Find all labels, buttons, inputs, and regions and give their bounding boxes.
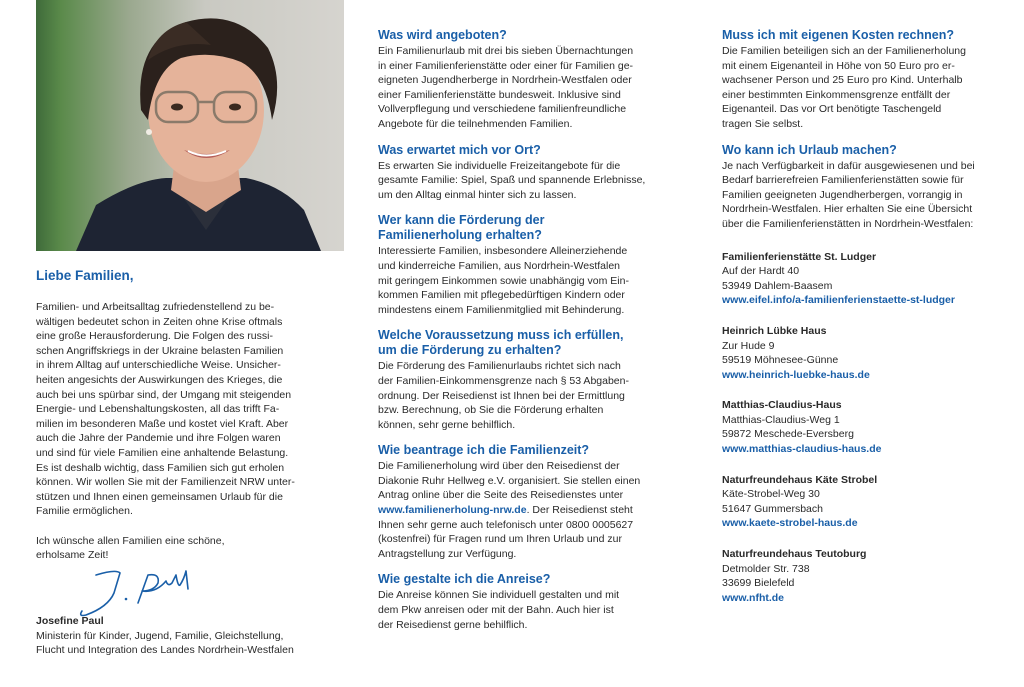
line: können. Wir wollen Sie mit der Familienzeit NRW unter- [36, 476, 295, 489]
line: Eigenanteil. Das vor Ort benötigte Taschengeld [722, 103, 942, 116]
faq-question [378, 328, 660, 358]
line: auch die Jahre der Pandemie und ihre Folgen waren [36, 432, 281, 445]
faq-question: Was erwartet mich vor Ort? [378, 142, 541, 157]
line: Vollverpflegung und verschiedene familienfreundliche [378, 103, 627, 116]
line: Familie ermöglichen. [36, 505, 133, 518]
address-link[interactable]: www.heinrich-luebke-haus.de [722, 368, 870, 381]
address-city: 51647 Gummersbach [722, 502, 823, 515]
line: in ihrem Alltag auf unterschiedliche Weise. Unsicher- [36, 359, 281, 372]
line: über die Familienferienstätten in Nordrhein-Westfalen: [722, 217, 974, 230]
line: Interessierte Familien, insbesondere Alleinerziehende [378, 245, 628, 258]
line: tragen Sie selbst. [722, 117, 804, 130]
line: mit einem Eigenanteil in Höhe von 50 Euro pro er- [722, 59, 955, 72]
faq-answer [378, 459, 660, 561]
line: einer bestimmten Einkommensgrenze entfällt der [722, 88, 951, 101]
line: kommen Familien mit pflegebedürftigen Kindern oder [378, 289, 625, 302]
faq-answer [722, 44, 992, 132]
address-city: 53949 Dahlem-Baasem [722, 279, 833, 292]
faq-question: Wie beantrage ich die Familienzeit? [378, 443, 590, 458]
line: und sind für viele Familien eine anhaltende Belastung. [36, 446, 289, 459]
line: Ein Familienurlaub mit drei bis sieben Übernachtungen [378, 45, 634, 57]
faq-answer [378, 159, 660, 203]
letter-paragraph-1 [36, 300, 326, 519]
address-street: Käte-Strobel-Weg 30 [722, 488, 820, 501]
line: Wer kann die Förderung der [378, 213, 545, 228]
line: (kostenfrei) für Fragen rund um Ihren Urlaub und zur [378, 533, 622, 546]
line: heiten angesichts der Auswirkungen des Krieges, die [36, 373, 283, 386]
portrait-photo [36, 0, 344, 251]
address-street: Detmolder Str. 738 [722, 562, 810, 575]
line: Antrag online über die Seite des Reisedienstes unter [378, 489, 624, 502]
faq-question [378, 213, 660, 243]
line: Ihnen sehr gerne auch telefonisch unter 0800 0005627 [378, 518, 634, 531]
address-list [722, 250, 992, 606]
familienerholung-link[interactable]: www.familienerholung-nrw.de [378, 504, 527, 517]
line: erholsame Zeit! [36, 549, 109, 562]
line: mindestens einem Familienmitglied mit Behinderung. [378, 303, 625, 316]
faq-item [722, 143, 992, 232]
address-street: Matthias-Claudius-Weg 1 [722, 413, 840, 426]
line: Es erwarten Sie individuelle Freizeitangebote für die [378, 159, 621, 172]
faq-question: Wie gestalte ich die Anreise? [378, 572, 551, 587]
letter-paragraph-2 [36, 534, 326, 563]
line: eine große Herausforderung. Die Folgen des russi- [36, 330, 273, 343]
faq-item [378, 28, 660, 132]
line: einer Familienferienstätte bundesweit. Inklusive sind [378, 88, 621, 101]
line: Je nach Verfügbarkeit in dafür ausgewiesenen und bei [722, 159, 975, 172]
address-city: 59519 Möhnesee-Günne [722, 354, 839, 367]
line: milien im besonderen Maße und kostet viel Kraft. Aber [36, 417, 289, 430]
signer-name: Josefine Paul [36, 615, 104, 628]
line: ordnung. Der Reisedienst ist Ihnen bei der Ermittlung [378, 389, 625, 402]
letter-body [36, 300, 326, 563]
line: wachsener Person und 25 Euro pro Kind. Unterhalb [722, 74, 963, 87]
line: Energie- und Lebenshaltungskosten, all das trifft Fa- [36, 403, 280, 416]
faq-item [378, 572, 660, 632]
line: und kinderreiche Familien, aus Nordrhein-Westfalen [378, 259, 621, 272]
faq-answer [378, 359, 660, 432]
faq-column-middle [378, 28, 660, 643]
address-street: Zur Hude 9 [722, 339, 775, 352]
letter-column [36, 268, 326, 658]
faq-question: Muss ich mit eigenen Kosten rechnen? [722, 28, 954, 42]
line: Nordrhein-Westfalen. Hier erhalten Sie eine Übersicht [722, 203, 973, 216]
address-street: Auf der Hardt 40 [722, 265, 800, 278]
address-name: Naturfreundehaus Käte Strobel [722, 473, 878, 486]
line: Bedarf barrierefreien Familienferienstätten sowie für [722, 174, 964, 187]
line: wältigen bedeutet schon in Zeiten ohne Krise oftmals [36, 315, 283, 328]
line: Welche Voraussetzung muss ich erfüllen, [378, 328, 624, 343]
address-name: Heinrich Lübke Haus [722, 324, 827, 337]
address-item [722, 398, 992, 456]
line: der Reisedienst gerne behilflich. [378, 618, 528, 631]
faq-item [378, 443, 660, 561]
faq-item [378, 328, 660, 432]
line: mit geringem Einkommen sowie unabhängig vom Ein- [378, 274, 629, 287]
faq-answer [378, 244, 660, 317]
address-city: 33699 Bielefeld [722, 577, 795, 590]
address-name: Matthias-Claudius-Haus [722, 399, 842, 412]
line: können, sehr gerne behilflich. [378, 418, 516, 431]
faq-answer [378, 44, 660, 132]
line: Familien geeigneten Jugendherbergen, vorrangig in [722, 188, 963, 201]
address-name: Familienferienstätte St. Ludger [722, 250, 877, 263]
portrait-illustration [36, 0, 344, 251]
letter-salutation: Liebe Familien, [36, 268, 134, 283]
address-link[interactable]: www.matthias-claudius-haus.de [722, 443, 882, 456]
line: Ich wünsche allen Familien eine schöne, [36, 534, 225, 547]
line: auch bei uns spürbar sind, der Umgang mit steigenden [36, 388, 292, 401]
line: um den Alltag einmal hinter sich zu lassen. [378, 188, 577, 201]
faq-item [378, 143, 660, 203]
address-item [722, 324, 992, 382]
address-name: Naturfreundehaus Teutoburg [722, 548, 867, 561]
line: Familien- und Arbeitsalltag zufriedenstellend zu be- [36, 301, 275, 313]
line: Die Anreise können Sie individuell gestalten und mit [378, 589, 620, 602]
address-item [722, 547, 992, 605]
line: der Familien-Einkommensgrenze nach § 53 Abgaben- [378, 374, 629, 387]
handwritten-signature [76, 563, 326, 613]
faq-question: Wo kann ich Urlaub machen? [722, 142, 897, 157]
line: Die Familienerholung wird über den Reisedienst der [378, 460, 620, 473]
address-link[interactable]: www.kaete-strobel-haus.de [722, 517, 858, 530]
address-item [722, 250, 992, 308]
line: Familienerholung erhalten? [378, 228, 542, 243]
address-link[interactable]: www.nfht.de [722, 591, 785, 604]
line: dem Pkw anreisen oder mit der Bahn. Auch hier ist [378, 604, 614, 617]
line: Die Familien beteiligen sich an der Familienerholung [722, 45, 966, 57]
line: gesamte Familie: Spiel, Spaß und spannende Erlebnisse, [378, 174, 646, 187]
faq-item [378, 213, 660, 317]
line: in einer Familienferienstätte oder einer für Familien ge- [378, 59, 634, 72]
line: Die Förderung des Familienurlaubs richtet sich nach [378, 360, 621, 373]
faq-column-right [722, 28, 992, 621]
faq-answer [722, 159, 992, 232]
line: bzw. Berechnung, ob Sie die Förderung erhalten [378, 404, 604, 417]
address-link[interactable]: www.eifel.info/a-familienferienstaette-st-ludger [722, 294, 955, 307]
line: Flucht und Integration des Landes Nordrhein-Westfalen [36, 644, 294, 657]
line: um die Förderung zu erhalten? [378, 343, 562, 358]
faq-answer [378, 588, 660, 632]
line: schen Angriffskriegs in der Ukraine belasten Familien [36, 344, 284, 357]
line: eigneten Jugendherberge in Nordrhein-Westfalen oder [378, 74, 632, 87]
line: Antragstellung zur Verfügung. [378, 547, 517, 560]
line: Angebote für die teilnehmenden Familien. [378, 117, 573, 130]
line-tail: . Der Reisedienst steht [526, 504, 633, 517]
address-city: 59872 Meschede-Eversberg [722, 428, 854, 441]
address-item [722, 473, 992, 531]
faq-item [722, 28, 992, 132]
line: Ministerin für Kinder, Jugend, Familie, Gleichstellung, [36, 629, 284, 642]
line: Diakonie Ruhr Hellweg e.V. organisiert. Sie stellen einen [378, 474, 641, 487]
line: Es ist deshalb wichtig, dass Familien sich gut erholen [36, 461, 285, 474]
line: stützen und Ihnen einen gemeinsamen Urlaub für die [36, 490, 283, 503]
faq-question: Was wird angeboten? [378, 28, 507, 42]
signer-role [36, 629, 326, 658]
